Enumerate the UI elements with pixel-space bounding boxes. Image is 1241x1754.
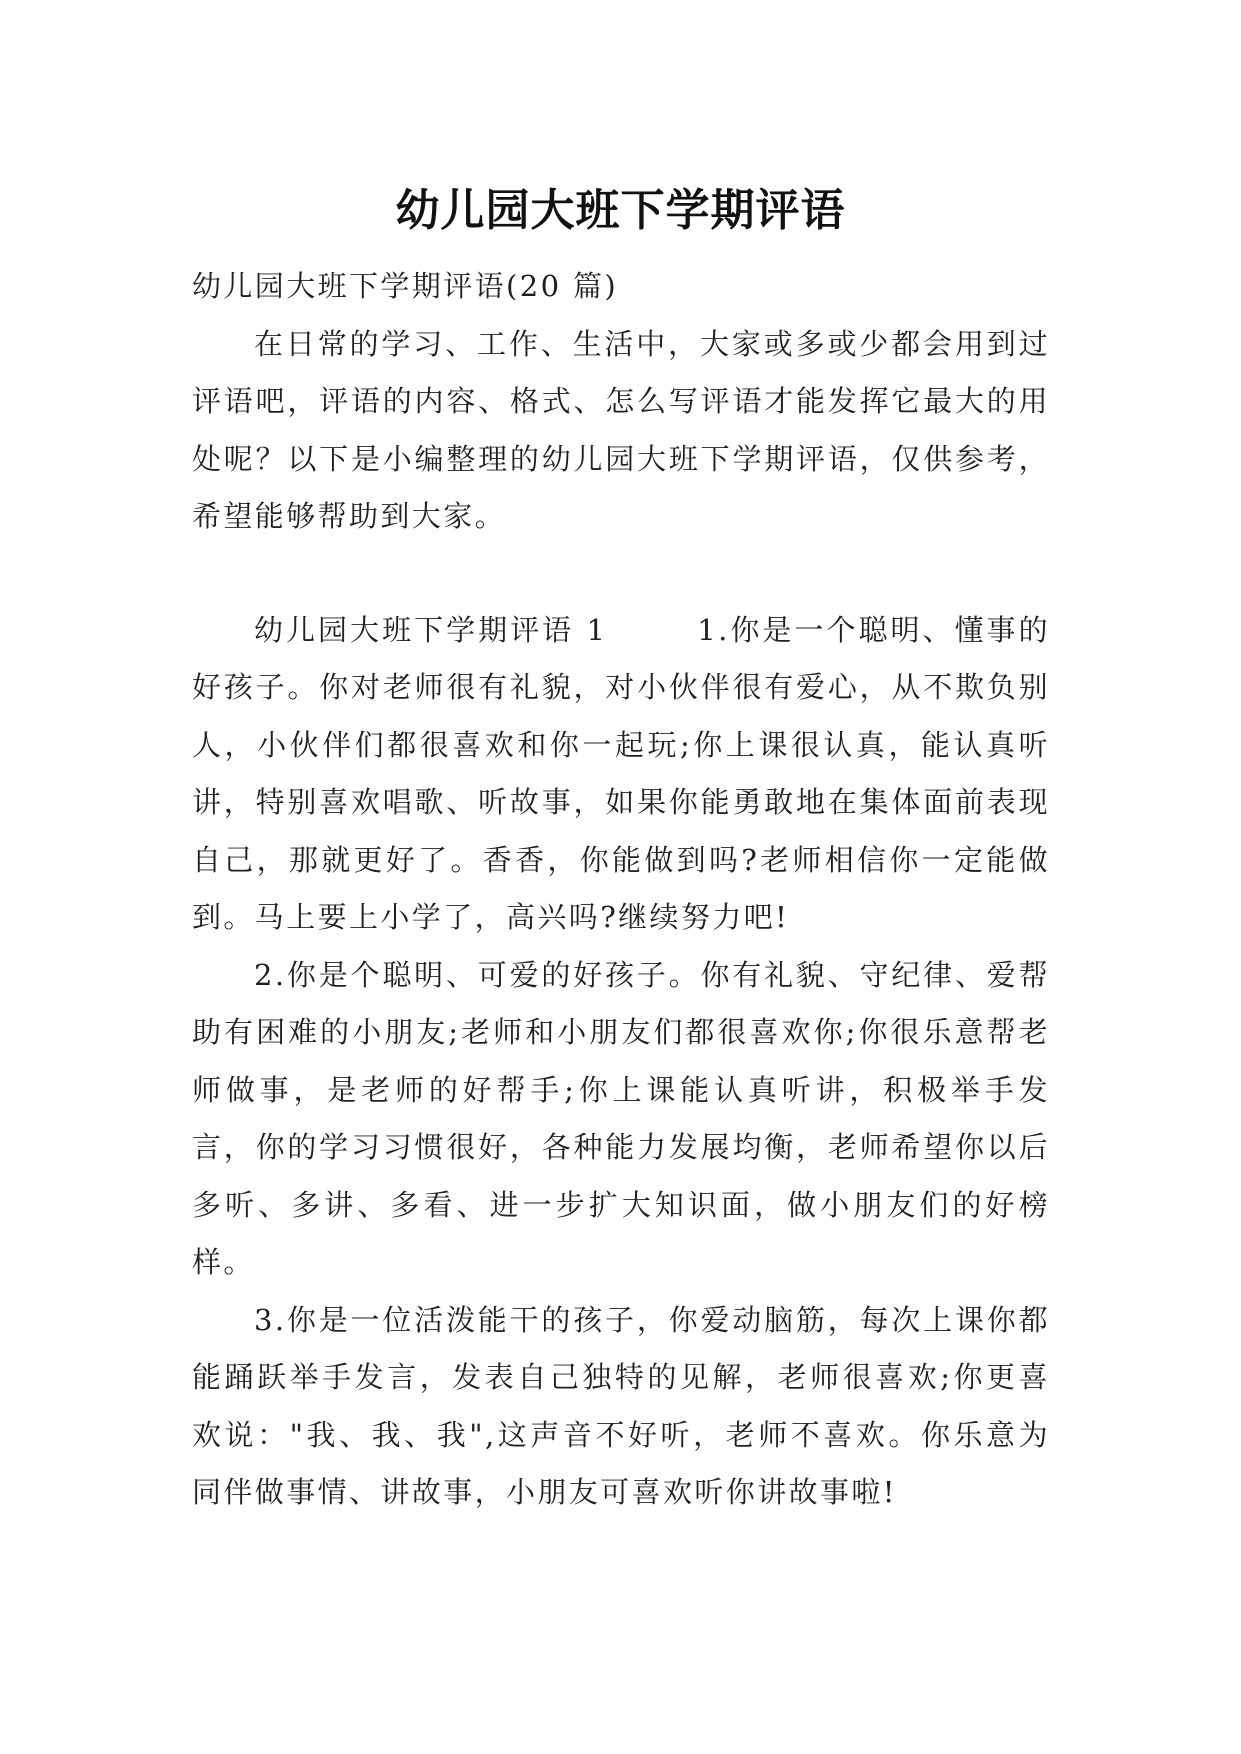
intro-paragraph: 在日常的学习、工作、生活中，大家或多或少都会用到过评语吧，评语的内容、格式、怎么写评语才能发挥它最大的用处呢？以下是小编整理的幼儿园大班下学期评语，仅供参考，希望能够帮助到大家。 (192, 326, 1050, 533)
document-body (192, 258, 1050, 1522)
section-paragraph-1 (192, 602, 1050, 947)
document-subtitle: 幼儿园大班下学期评语(20 篇) (192, 269, 619, 303)
comment-item-1: 1.你是一个聪明、懂事的好孩子。你对老师很有礼貌，对小伙伴很有爱心，从不欺负别人，小伙伴们都很喜欢和你一起玩;你上课很认真，能认真听讲，特别喜欢唱歌、听故事，如果你能勇敢地在集体面前表现自己，那就更好了。香香，你能做到吗?老师相信你一定能做到。马上要上小学了，高兴吗?继续努力吧! (192, 612, 1050, 934)
paragraph-spacer (192, 546, 1050, 602)
comment-item-3: 3.你是一位活泼能干的孩子，你爱动脑筋，每次上课你都能踊跃举手发言，发表自己独特的见解，老师很喜欢;你更喜欢说："我、我、我",这声音不好听，老师不喜欢。你乐意为同伴做事情、讲故事，小朋友可喜欢听你讲故事啦! (192, 1302, 1050, 1509)
comment-item-2: 2.你是个聪明、可爱的好孩子。你有礼貌、守纪律、爱帮助有困难的小朋友;老师和小朋友们都很喜欢你;你很乐意帮老师做事，是老师的好帮手;你上课能认真听讲，积极举手发言，你的学习习惯很好，各种能力发展均衡，老师希望你以后多听、多讲、多看、进一步扩大知识面，做小朋友们的好榜样。 (192, 957, 1050, 1279)
document-title: 幼儿园大班下学期评语 (395, 185, 846, 237)
section-heading: 幼儿园大班下学期评语 1 (254, 612, 608, 647)
